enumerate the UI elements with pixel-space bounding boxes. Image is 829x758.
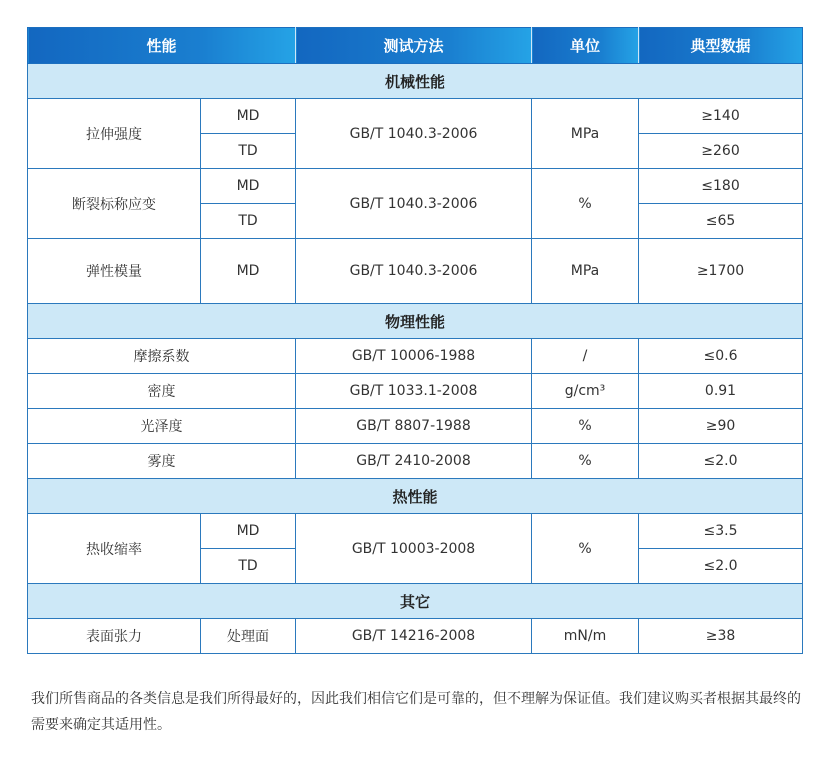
unit-haze: % (532, 444, 639, 479)
test-method-elongation: GB/T 1040.3-2006 (296, 169, 532, 239)
table-row-shrinkage-md (28, 514, 803, 549)
property-name-modulus: 弹性模量 (28, 239, 201, 304)
unit-surface-tension: mN/m (532, 619, 639, 654)
section-row-thermal (28, 479, 803, 514)
property-name-haze: 雾度 (28, 444, 296, 479)
direction-md: MD (201, 514, 296, 549)
unit-modulus: MPa (532, 239, 639, 304)
table-row-density (28, 374, 803, 409)
direction-td: TD (201, 549, 296, 584)
property-name-shrinkage: 热收缩率 (28, 514, 201, 584)
unit-elongation: % (532, 169, 639, 239)
value-friction: ≤0.6 (639, 339, 803, 374)
value-gloss: ≥90 (639, 409, 803, 444)
table-row-gloss (28, 409, 803, 444)
test-method-tensile: GB/T 1040.3-2006 (296, 99, 532, 169)
section-title-physical: 物理性能 (28, 304, 803, 339)
test-method-gloss: GB/T 8807-1988 (296, 409, 532, 444)
table-row-modulus (28, 239, 803, 304)
value-tensile-td: ≥260 (639, 134, 803, 169)
value-shrinkage-td: ≤2.0 (639, 549, 803, 584)
test-method-density: GB/T 1033.1-2008 (296, 374, 532, 409)
disclaimer-text: 我们所售商品的各类信息是我们所得最好的，因此我们相信它们是可靠的，但不理解为保证值。我们建议购买者根据其最终的需要来确定其适用性。 (31, 691, 801, 733)
value-modulus: ≥1700 (639, 239, 803, 304)
direction-td: TD (201, 134, 296, 169)
unit-density: g/cm³ (532, 374, 639, 409)
property-name-density: 密度 (28, 374, 296, 409)
section-title-thermal: 热性能 (28, 479, 803, 514)
test-method-surface-tension: GB/T 14216-2008 (296, 619, 532, 654)
property-name-gloss: 光泽度 (28, 409, 296, 444)
value-tensile-md: ≥140 (639, 99, 803, 134)
table-row-tensile-md (28, 99, 803, 134)
test-method-shrinkage: GB/T 10003-2008 (296, 514, 532, 584)
treated-side-label: 处理面 (201, 619, 296, 654)
header-property: 性能 (28, 28, 296, 64)
properties-table (27, 27, 803, 654)
section-row-other (28, 584, 803, 619)
section-title-mechanical: 机械性能 (28, 64, 803, 99)
unit-tensile: MPa (532, 99, 639, 169)
direction-md: MD (201, 169, 296, 204)
value-elongation-md: ≤180 (639, 169, 803, 204)
table-header-row (28, 28, 803, 64)
property-name-surface-tension: 表面张力 (28, 619, 201, 654)
test-method-haze: GB/T 2410-2008 (296, 444, 532, 479)
test-method-friction: GB/T 10006-1988 (296, 339, 532, 374)
test-method-modulus: GB/T 1040.3-2006 (296, 239, 532, 304)
section-row-mechanical (28, 64, 803, 99)
unit-shrinkage: % (532, 514, 639, 584)
direction-md: MD (201, 99, 296, 134)
value-density: 0.91 (639, 374, 803, 409)
property-name-friction: 摩擦系数 (28, 339, 296, 374)
value-surface-tension: ≥38 (639, 619, 803, 654)
table-row-haze (28, 444, 803, 479)
value-elongation-td: ≤65 (639, 204, 803, 239)
direction-td: TD (201, 204, 296, 239)
value-shrinkage-md: ≤3.5 (639, 514, 803, 549)
property-name-elongation: 断裂标称应变 (28, 169, 201, 239)
section-title-other: 其它 (28, 584, 803, 619)
direction-md: MD (201, 239, 296, 304)
header-test-method: 测试方法 (296, 28, 532, 64)
section-row-physical (28, 304, 803, 339)
property-name-tensile: 拉伸强度 (28, 99, 201, 169)
header-unit: 单位 (532, 28, 639, 64)
table-row-surface-tension (28, 619, 803, 654)
value-haze: ≤2.0 (639, 444, 803, 479)
table-row-elongation-md (28, 169, 803, 204)
unit-friction: / (532, 339, 639, 374)
header-typical-data: 典型数据 (639, 28, 803, 64)
unit-gloss: % (532, 409, 639, 444)
table-row-friction (28, 339, 803, 374)
